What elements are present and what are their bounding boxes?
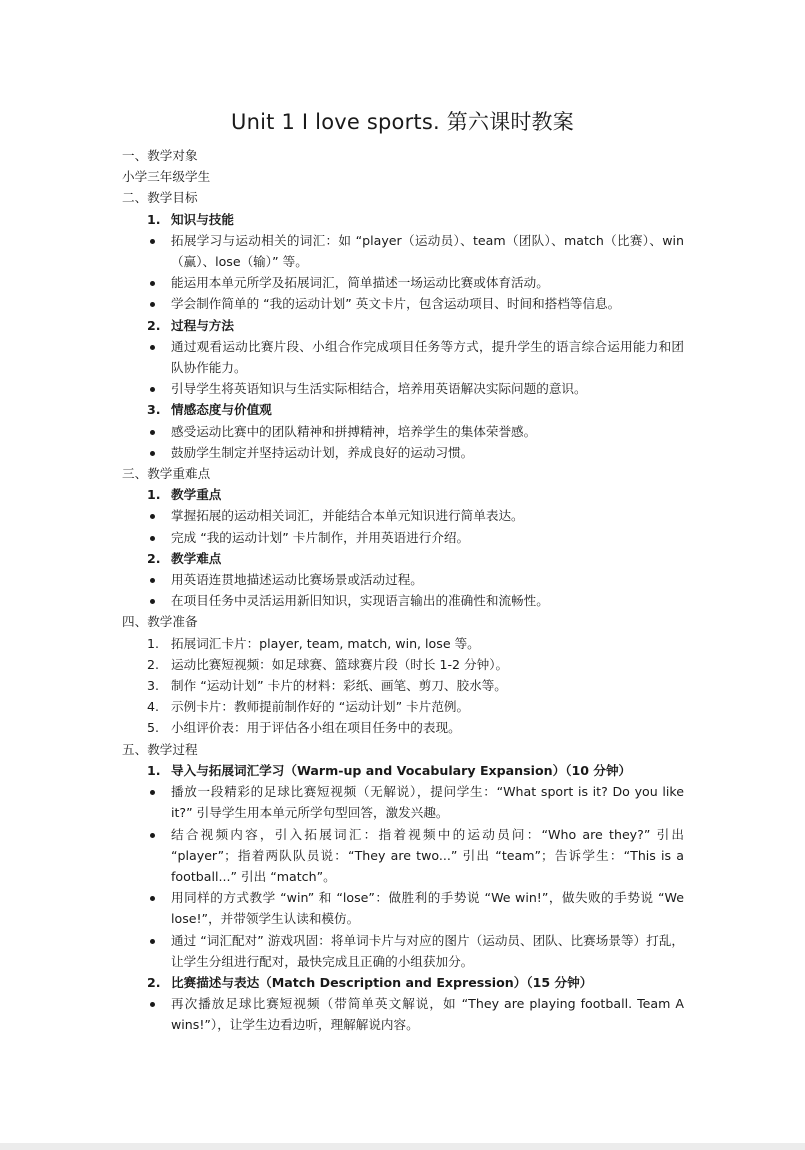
list-item — [122, 675, 684, 696]
bullet-item: 通过 “词汇配对” 游戏巩固：将单词卡片与对应的图片（运动员、团队、比赛场景等）打乱，让学生分组进行配对，最快完成且正确的小组获加分。 — [122, 930, 684, 972]
bullet-item: 感受运动比赛中的团队精神和拼搏精神，培养学生的集体荣誉感。 — [122, 421, 684, 442]
subsection-number: 2. — [147, 974, 161, 990]
list-text: 制作 “运动计划” 卡片的材料：彩纸、画笔、剪刀、胶水等。 — [171, 678, 507, 694]
list-text: 示例卡片：教师提前制作好的 “运动计划” 卡片范例。 — [171, 699, 470, 715]
bullet-item: 掌握拓展的运动相关词汇，并能结合本单元知识进行简单表达。 — [122, 505, 684, 526]
subsection-heading — [122, 399, 684, 420]
bullet-item: 播放一段精彩的足球比赛短视频（无解说），提问学生：“What sport is it? Do you like it?” 引导学生用本单元所学句型回答，激发兴趣。 — [122, 781, 684, 823]
subsection-label: 情感态度与价值观 — [171, 402, 272, 418]
page-title: Unit 1 I love sports. 第六课时教案 — [231, 110, 574, 134]
list-item — [122, 633, 684, 654]
bullet-item: 拓展学习与运动相关的词汇：如 “player（运动员）、team（团队）、match（比赛）、win（赢）、lose（输）” 等。 — [122, 230, 684, 272]
subsection-heading — [122, 972, 684, 993]
bullet-item: 通过观看运动比赛片段、小组合作完成项目任务等方式，提升学生的语言综合运用能力和团队协作能力。 — [122, 336, 684, 378]
bullet-item: 在项目任务中灵活运用新旧知识，实现语言输出的准确性和流畅性。 — [122, 590, 684, 611]
bullet-item: 再次播放足球比赛短视频（带简单英文解说，如 “They are playing football. Team A wins!”），让学生边看边听，理解解说内容。 — [122, 993, 684, 1035]
section-heading: 二、教学目标 — [122, 190, 198, 206]
section-heading: 三、教学重难点 — [122, 466, 211, 482]
subsection-label: 导入与拓展词汇学习（Warm-up and Vocabulary Expansion）（10 分钟） — [171, 762, 632, 778]
bullet-item: 能运用本单元所学及拓展词汇，简单描述一场运动比赛或体育活动。 — [122, 272, 684, 293]
list-text: 运动比赛短视频：如足球赛、篮球赛片段（时长 1-2 分钟）。 — [171, 656, 509, 672]
list-item — [122, 696, 684, 717]
section-heading: 四、教学准备 — [122, 614, 198, 630]
list-text: 小组评价表：用于评估各小组在项目任务中的表现。 — [171, 720, 461, 736]
bullet-item: 完成 “我的运动计划” 卡片制作，并用英语进行介绍。 — [122, 527, 684, 548]
bullet-item: 鼓励学生制定并坚持运动计划，养成良好的运动习惯。 — [122, 442, 684, 463]
section-heading: 五、教学过程 — [122, 741, 198, 757]
subsection-heading — [122, 209, 684, 230]
bullet-item: 引导学生将英语知识与生活实际相结合，培养用英语解决实际问题的意识。 — [122, 378, 684, 399]
list-number: 5. — [147, 720, 160, 736]
target-students: 小学三年级学生 — [122, 169, 211, 185]
list-number: 3. — [147, 678, 160, 694]
subsection-heading — [122, 760, 684, 781]
subsection-number: 2. — [147, 317, 161, 333]
list-text: 拓展词汇卡片：player, team, match, win, lose 等。 — [171, 635, 480, 651]
subsection-label: 教学难点 — [171, 550, 222, 566]
list-number: 1. — [147, 635, 160, 651]
subsection-number: 1. — [147, 487, 161, 503]
subsection-heading — [122, 484, 684, 505]
list-item — [122, 654, 684, 675]
list-item — [122, 717, 684, 738]
subsection-number: 3. — [147, 402, 161, 418]
subsection-label: 知识与技能 — [171, 211, 234, 227]
subsection-label: 教学重点 — [171, 487, 222, 503]
document-body — [122, 145, 684, 1036]
subsection-label: 过程与方法 — [171, 317, 234, 333]
list-number: 2. — [147, 656, 160, 672]
section-heading: 一、教学对象 — [122, 148, 198, 163]
subsection-label: 比赛描述与表达（Match Description and Expression）（15 分钟） — [171, 974, 593, 990]
subsection-number: 2. — [147, 550, 161, 566]
bullet-item: 学会制作简单的 “我的运动计划” 英文卡片，包含运动项目、时间和搭档等信息。 — [122, 293, 684, 314]
subsection-heading — [122, 315, 684, 336]
subsection-heading — [122, 548, 684, 569]
subsection-number: 1. — [147, 762, 161, 778]
bullet-item: 结合视频内容，引入拓展词汇：指着视频中的运动员问：“Who are they?” 引出 “player”；指着两队队员说：“They are two...” 引出 “team”；告诉学生：“This is a football...” 引出 “match”。 — [122, 824, 684, 888]
bullet-item: 用同样的方式教学 “win” 和 “lose”：做胜利的手势说 “We win!”，做失败的手势说 “We lose!”，并带领学生认读和模仿。 — [122, 887, 684, 929]
bullet-item: 用英语连贯地描述运动比赛场景或活动过程。 — [122, 569, 684, 590]
list-number: 4. — [147, 699, 160, 715]
subsection-number: 1. — [147, 211, 161, 227]
